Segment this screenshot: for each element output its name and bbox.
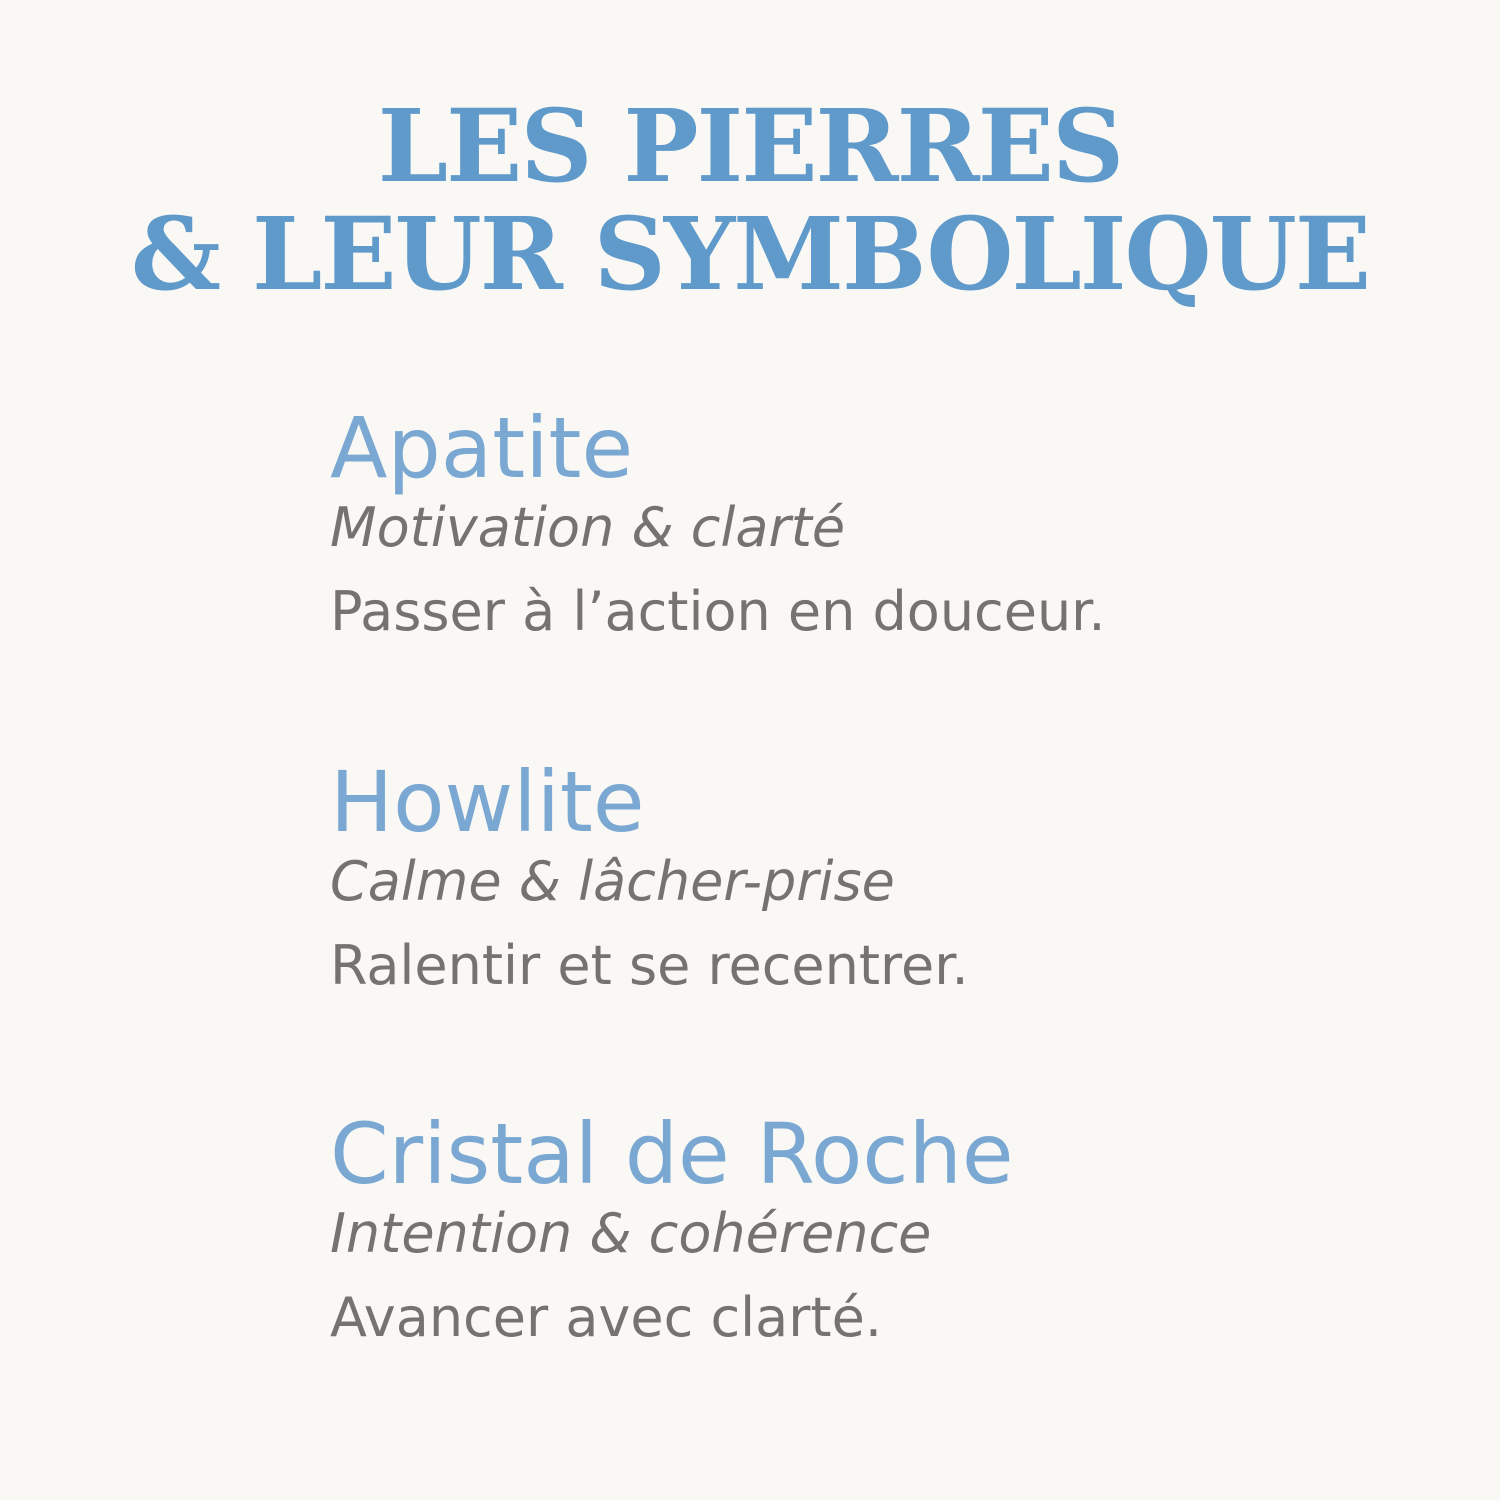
stone-item-cristal-de-roche: [330, 1106, 1430, 1350]
stone-theme: Calme & lâcher-prise: [330, 850, 895, 913]
stone-description: Passer à l’action en douceur.: [330, 580, 1106, 643]
stone-name: Apatite: [330, 399, 634, 497]
stone-description: Avancer avec clarté.: [330, 1286, 882, 1349]
stone-theme: Intention & cohérence: [330, 1202, 932, 1265]
stone-name: Howlite: [330, 753, 645, 851]
title-line-1: LES PIERRES: [377, 87, 1123, 205]
stone-theme: Motivation & clarté: [330, 496, 846, 559]
stone-name: Cristal de Roche: [330, 1105, 1014, 1203]
title-line-2: & LEUR SYMBOLIQUE: [130, 195, 1370, 313]
stone-item-howlite: [330, 754, 1430, 998]
stone-item-apatite: [330, 400, 1430, 644]
stone-description: Ralentir et se recentrer.: [330, 934, 969, 997]
page-title: [0, 87, 1500, 313]
